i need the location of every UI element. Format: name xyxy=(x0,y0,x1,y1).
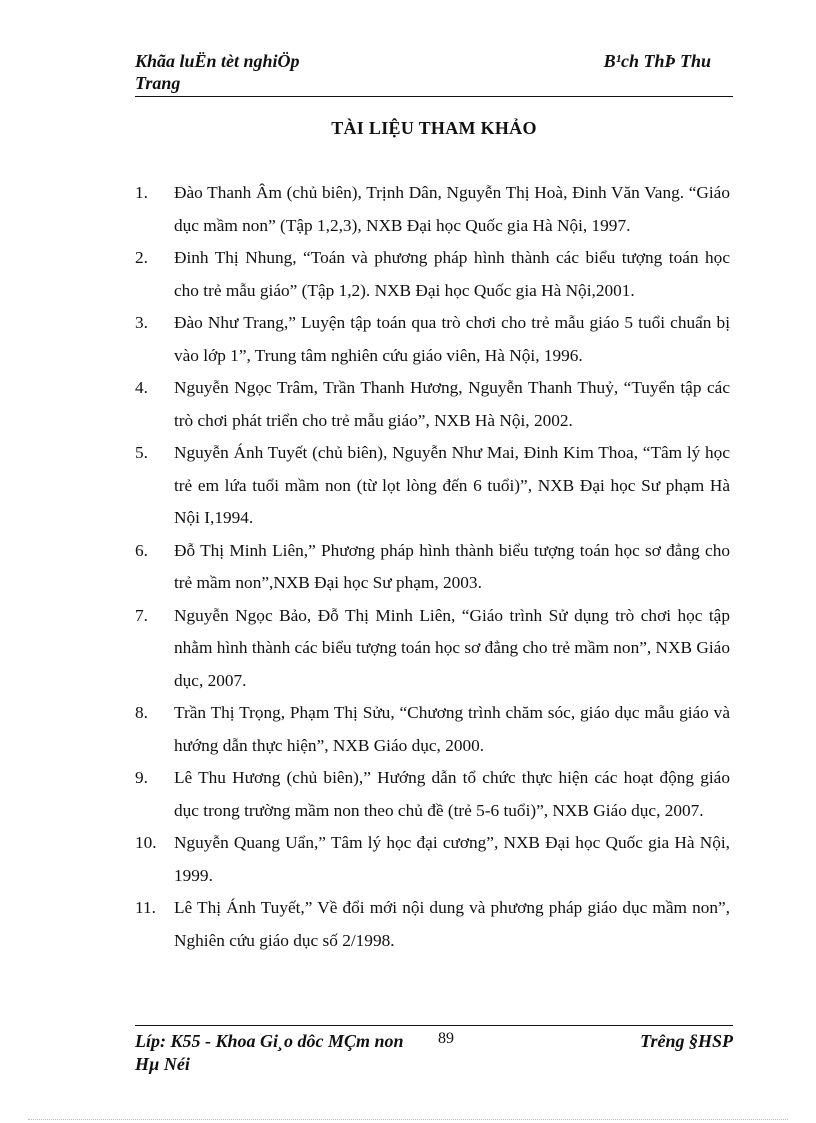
reference-text: Đinh Thị Nhung, “Toán và phương pháp hình thành các biểu tượng toán học cho trẻ mẫu giáo” (Tập 1,2). NXB Đại học Quốc gia Hà Nội,2001. xyxy=(174,248,730,300)
reference-text: Trần Thị Trọng, Phạm Thị Sửu, “Chương trình chăm sóc, giáo dục mẫu giáo và hướng dẫn thực hiện”, NXB Giáo dục, 2000. xyxy=(174,703,730,755)
header-author: B¹ch ThÞ Thu xyxy=(603,51,711,71)
reference-item xyxy=(135,762,730,827)
reference-item xyxy=(135,697,730,762)
reference-item xyxy=(135,600,730,698)
reference-number: 10. xyxy=(135,833,157,852)
header-page-label: Trang xyxy=(135,73,181,93)
page-footer xyxy=(135,1030,733,1076)
reference-number: 9. xyxy=(135,768,148,787)
reference-text: Nguyễn Quang Uẩn,” Tâm lý học đại cương”, NXB Đại học Quốc gia Hà Nội, 1999. xyxy=(174,833,730,885)
reference-number: 11. xyxy=(135,898,156,917)
page-title: TÀI LIỆU THAM KHẢO xyxy=(331,118,537,138)
page-header xyxy=(135,50,733,94)
reference-number: 4. xyxy=(135,378,148,397)
reference-item xyxy=(135,535,730,600)
header-thesis-label: Khãa luËn tèt nghiÖp xyxy=(135,51,300,71)
header-rule xyxy=(135,96,733,97)
reference-item xyxy=(135,372,730,437)
reference-text: Nguyễn Ánh Tuyết (chủ biên), Nguyễn Như Mai, Đinh Kim Thoa, “Tâm lý học trẻ em lứa tuổi mầm non (từ lọt lòng đến 6 tuổi)”, NXB Đại học Sư phạm Hà Nội I,1994. xyxy=(174,443,730,527)
reference-item xyxy=(135,307,730,372)
reference-item xyxy=(135,892,730,957)
reference-text: Đào Như Trang,” Luyện tập toán qua trò chơi cho trẻ mẫu giáo 5 tuổi chuẩn bị vào lớp 1”, Trung tâm nghiên cứu giáo viên, Hà Nội, 1996. xyxy=(174,313,730,365)
reference-item xyxy=(135,437,730,535)
reference-item xyxy=(135,177,730,242)
page-break-line xyxy=(28,1119,788,1120)
footer-city-label: Hµ Néi xyxy=(135,1054,190,1074)
reference-number: 2. xyxy=(135,248,148,267)
reference-number: 7. xyxy=(135,605,148,625)
reference-number: 5. xyxy=(135,443,148,462)
reference-text: Lê Thu Hương (chủ biên),” Hướng dẫn tổ chức thực hiện các hoạt động giáo dục trong trường mầm non theo chủ đề (trẻ 5-6 tuổi)”, NXB Giáo dục, 2007. xyxy=(174,768,730,820)
reference-text: Nguyễn Ngọc Trâm, Trần Thanh Hương, Nguyễn Thanh Thuỷ, “Tuyển tập các trò chơi phát triển cho trẻ mẫu giáo”, NXB Hà Nội, 2002. xyxy=(174,378,730,430)
reference-item xyxy=(135,242,730,307)
reference-number: 3. xyxy=(135,313,148,332)
reference-number: 1. xyxy=(135,183,148,202)
page-number: 89 xyxy=(438,1030,454,1047)
reference-number: 6. xyxy=(135,540,148,560)
footer-class-label: Líp: K55 - Khoa Gi¸o dôc MÇm non xyxy=(135,1031,404,1051)
reference-text: Nguyễn Ngọc Bảo, Đỗ Thị Minh Liên, “Giáo trình Sử dụng trò chơi học tập nhằm hình thành các biểu tượng toán học sơ đẳng cho trẻ mầm non”, NXB Giáo dục, 2007. xyxy=(174,605,730,690)
footer-school: Trêng §HSP xyxy=(640,1031,733,1051)
reference-list xyxy=(135,177,730,957)
reference-text: Đào Thanh Âm (chủ biên), Trịnh Dân, Nguyễn Thị Hoà, Đinh Văn Vang. “Giáo dục mầm non” (Tập 1,2,3), NXB Đại học Quốc gia Hà Nội, 1997. xyxy=(174,183,730,235)
reference-text: Lê Thị Ánh Tuyết,” Về đổi mới nội dung và phương pháp giáo dục mầm non”, Nghiên cứu giáo dục số 2/1998. xyxy=(174,898,730,950)
footer-rule xyxy=(135,1025,733,1026)
reference-number: 8. xyxy=(135,703,148,722)
reference-item xyxy=(135,827,730,892)
reference-text: Đỗ Thị Minh Liên,” Phương pháp hình thành biểu tượng toán học sơ đẳng cho trẻ mầm non”,NXB Đại học Sư phạm, 2003. xyxy=(174,540,730,592)
